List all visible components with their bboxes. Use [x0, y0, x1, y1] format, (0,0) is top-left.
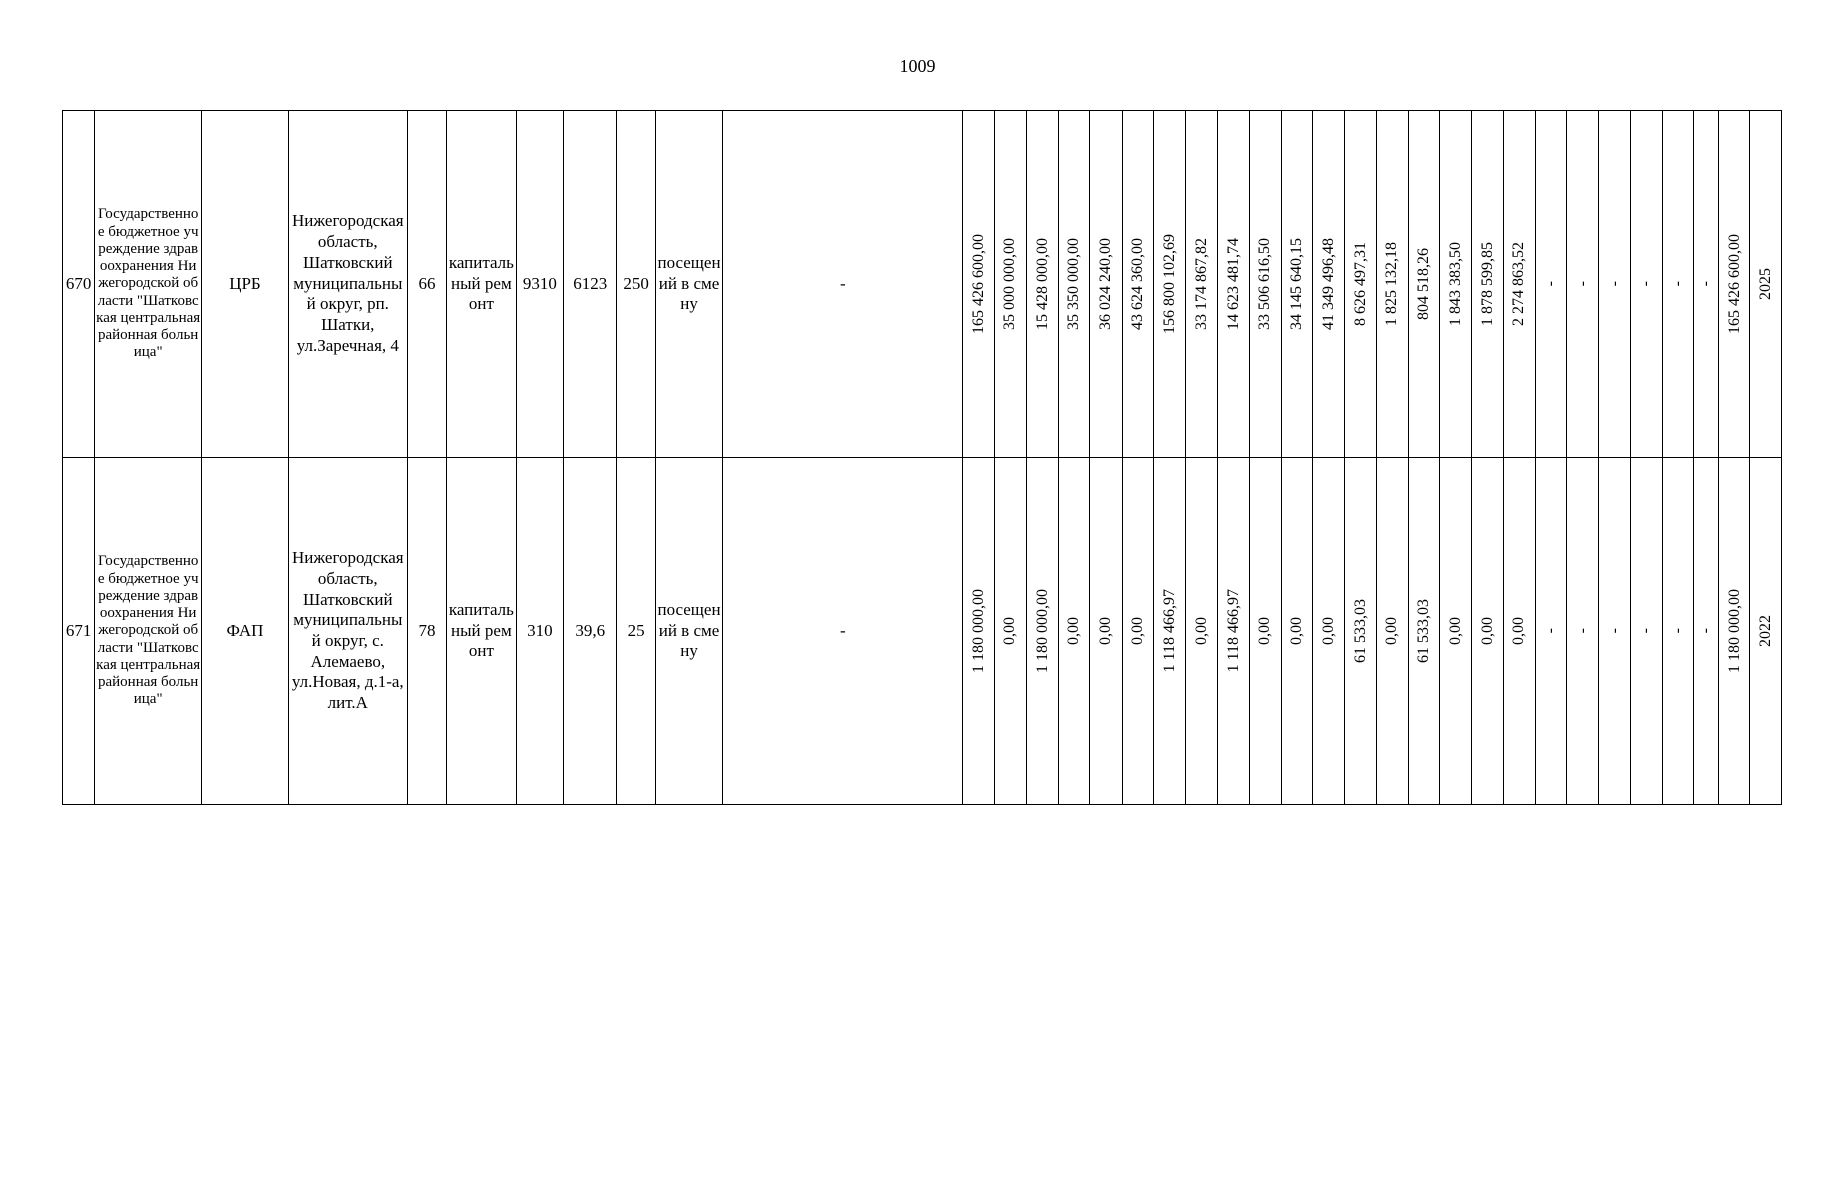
amount-value: 0,00 [1065, 617, 1083, 645]
amount-cell [1090, 458, 1122, 805]
table-row [63, 111, 1782, 458]
amount-cell [1535, 458, 1566, 805]
amount-value: 0,00 [1446, 617, 1464, 645]
amount-value: 1 180 000,00 [1033, 589, 1051, 673]
amount-value: - [1542, 628, 1560, 634]
amount-cell [1750, 458, 1782, 805]
amount-cell [1567, 111, 1599, 458]
amount-value: - [1697, 281, 1715, 287]
amount-cell [1026, 458, 1058, 805]
amount-value: 41 349 496,48 [1319, 238, 1337, 330]
column-7-value: 6123 [564, 111, 617, 458]
work-type: капитальный ремонт [447, 458, 517, 805]
amount-cell [1694, 458, 1719, 805]
table-row [63, 458, 1782, 805]
amount-value: - [1573, 628, 1591, 634]
amount-cell [1503, 458, 1535, 805]
note-value: - [723, 111, 963, 458]
amount-cell [1249, 458, 1281, 805]
row-number: 670 [63, 111, 95, 458]
amount-cell [994, 458, 1026, 805]
amount-cell [1153, 458, 1185, 805]
amount-value: 1 843 383,50 [1446, 242, 1464, 326]
amount-cell [1059, 111, 1090, 458]
amount-cell [1662, 458, 1693, 805]
amount-value: 1 180 000,00 [969, 589, 987, 673]
amount-value: 0,00 [1097, 617, 1115, 645]
amount-value: - [1669, 281, 1687, 287]
amount-cell [1694, 111, 1719, 458]
amount-value: 0,00 [1001, 617, 1019, 645]
amount-value: 0,00 [1256, 617, 1274, 645]
amount-cell [1186, 458, 1218, 805]
amount-value: 0,00 [1319, 617, 1337, 645]
amount-cell [1472, 458, 1503, 805]
amount-cell [1630, 458, 1662, 805]
amount-value: 2 274 863,52 [1510, 242, 1528, 326]
capacity-value: 250 [617, 111, 655, 458]
row-number: 671 [63, 458, 95, 805]
amount-cell [1218, 111, 1249, 458]
amount-cell [1122, 111, 1153, 458]
amount-cell [1186, 111, 1218, 458]
amount-cell [1376, 111, 1408, 458]
work-type: капитальный ремонт [447, 111, 517, 458]
amount-cell [1662, 111, 1693, 458]
amount-value: 61 533,03 [1415, 599, 1433, 663]
amount-cell [1440, 458, 1472, 805]
facility-type: ФАП [202, 458, 289, 805]
objects-table [62, 110, 1782, 805]
amount-value: 1 878 599,85 [1478, 242, 1496, 326]
amount-value: 1 180 000,00 [1725, 589, 1743, 673]
facility-address: Нижегородская область, Шатковский муниципальный округ, с. Алемаево, ул.Новая, д.1-а, лит.А [288, 458, 407, 805]
column-4-value: 78 [407, 458, 446, 805]
amount-value: - [1605, 281, 1623, 287]
amount-value: 2022 [1756, 615, 1774, 647]
facility-address: Нижегородская область, Шатковский муниципальный округ, рп. Шатки, ул.Заречная, 4 [288, 111, 407, 458]
column-7-value: 39,6 [564, 458, 617, 805]
amount-value: 34 145 640,15 [1288, 238, 1306, 330]
amount-cell [1313, 111, 1345, 458]
amount-cell [1567, 458, 1599, 805]
amount-cell [963, 458, 994, 805]
amount-value: 1 118 466,97 [1160, 589, 1178, 673]
amount-value: 165 426 600,00 [969, 234, 987, 334]
amount-value: 0,00 [1128, 617, 1146, 645]
column-6-value: 310 [516, 458, 563, 805]
amount-cell [1719, 458, 1750, 805]
amount-value: 14 623 481,74 [1224, 238, 1242, 330]
amount-cell [1719, 111, 1750, 458]
amount-value: 8 626 497,31 [1351, 242, 1369, 326]
amount-cell [1408, 111, 1439, 458]
amount-cell [1059, 458, 1090, 805]
amount-value: 61 533,03 [1351, 599, 1369, 663]
amount-cell [963, 111, 994, 458]
column-4-value: 66 [407, 111, 446, 458]
amount-cell [1281, 458, 1312, 805]
amount-value: 33 506 616,50 [1256, 238, 1274, 330]
organization-name: Государственное бюджетное учреждение здравоохранения Нижегородской области "Шатковская центральная районная больница" [95, 111, 202, 458]
amount-value: 0,00 [1288, 617, 1306, 645]
amount-value: 33 174 867,82 [1192, 238, 1210, 330]
amount-value: - [1573, 281, 1591, 287]
amount-cell [1472, 111, 1503, 458]
amount-cell [1249, 111, 1281, 458]
amount-value: 0,00 [1478, 617, 1496, 645]
amount-cell [1345, 458, 1376, 805]
amount-value: - [1637, 628, 1655, 634]
page-number: 1009 [899, 56, 936, 76]
amount-value: - [1637, 281, 1655, 287]
amount-cell [1535, 111, 1566, 458]
amount-cell [1026, 111, 1058, 458]
amount-value: 804 518,26 [1415, 248, 1433, 320]
facility-type: ЦРБ [202, 111, 289, 458]
capacity-value: 25 [617, 458, 655, 805]
amount-value: 1 825 132,18 [1383, 242, 1401, 326]
amount-cell [1153, 111, 1185, 458]
amount-value: 0,00 [1383, 617, 1401, 645]
amount-value: - [1697, 628, 1715, 634]
amount-cell [1345, 111, 1376, 458]
amount-cell [1218, 458, 1249, 805]
amount-cell [1503, 111, 1535, 458]
amount-cell [1750, 111, 1782, 458]
amount-cell [1599, 458, 1630, 805]
amount-value: 156 800 102,69 [1160, 234, 1178, 334]
amount-cell [994, 111, 1026, 458]
amount-cell [1599, 111, 1630, 458]
amount-value: 0,00 [1510, 617, 1528, 645]
capacity-unit: посещений в смену [655, 458, 723, 805]
amount-cell [1122, 458, 1153, 805]
amount-value: 165 426 600,00 [1725, 234, 1743, 334]
amount-cell [1281, 111, 1312, 458]
amount-value: 35 000 000,00 [1001, 238, 1019, 330]
amount-cell [1630, 111, 1662, 458]
amount-cell [1313, 458, 1345, 805]
amount-value: 2025 [1756, 268, 1774, 300]
amount-cell [1408, 458, 1439, 805]
organization-name: Государственное бюджетное учреждение здравоохранения Нижегородской области "Шатковская центральная районная больница" [95, 458, 202, 805]
amount-value: 43 624 360,00 [1128, 238, 1146, 330]
capacity-unit: посещений в смену [655, 111, 723, 458]
amount-value: - [1605, 628, 1623, 634]
amount-cell [1440, 111, 1472, 458]
amount-value: - [1669, 628, 1687, 634]
amount-cell [1090, 111, 1122, 458]
column-6-value: 9310 [516, 111, 563, 458]
amount-value: 0,00 [1192, 617, 1210, 645]
note-value: - [723, 458, 963, 805]
amount-cell [1376, 458, 1408, 805]
amount-value: 15 428 000,00 [1033, 238, 1051, 330]
amount-value: 1 118 466,97 [1224, 589, 1242, 673]
amount-value: 35 350 000,00 [1065, 238, 1083, 330]
amount-value: - [1542, 281, 1560, 287]
amount-value: 36 024 240,00 [1097, 238, 1115, 330]
